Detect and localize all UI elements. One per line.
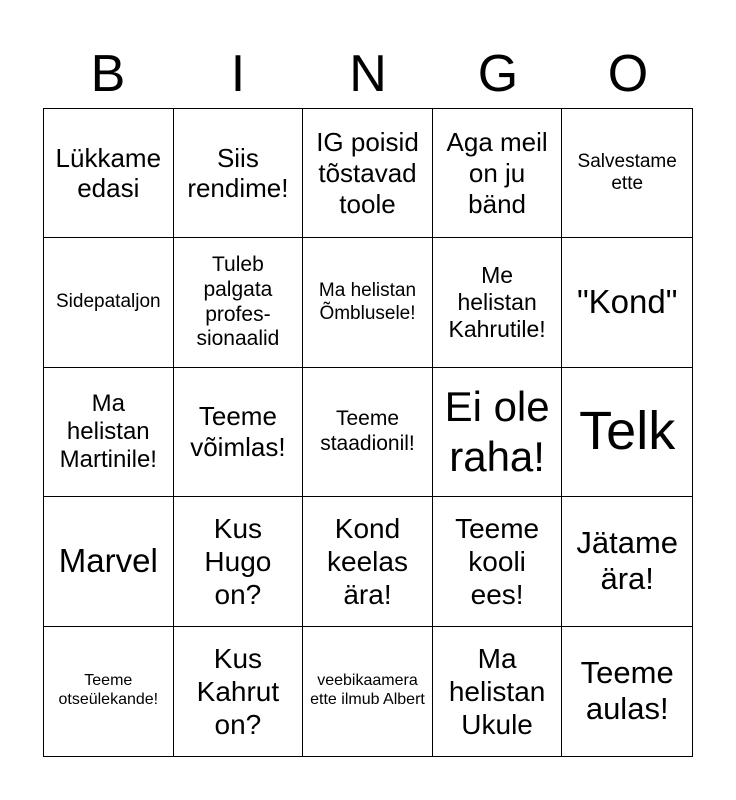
bingo-cell[interactable]: [44, 368, 174, 497]
cell-text: Ma helistan Martinile!: [59, 389, 157, 474]
bingo-cell[interactable]: [562, 627, 692, 756]
bingo-cell[interactable]: [174, 368, 304, 497]
cell-text: Marvel: [58, 541, 158, 579]
bingo-cell[interactable]: [303, 627, 433, 756]
cell-text: Ma helistan Ukule: [448, 642, 546, 740]
bingo-cell[interactable]: [303, 497, 433, 626]
cell-text: veebikaamera ette ilmub Albert: [310, 672, 425, 709]
cell-text: Siis rendime!: [187, 142, 289, 204]
cell-text: Me helistan Kahrutile!: [448, 261, 546, 343]
bingo-cell[interactable]: [433, 109, 563, 238]
bingo-grid: [43, 108, 693, 757]
cell-text: "Kond": [576, 283, 678, 321]
bingo-cell[interactable]: [562, 109, 692, 238]
bingo-cell[interactable]: [303, 238, 433, 367]
bingo-cell[interactable]: [174, 238, 304, 367]
bingo-header: [43, 40, 693, 108]
cell-text: IG poisid tõstavad toole: [316, 127, 419, 219]
cell-text: Jätame ära!: [576, 524, 679, 597]
cell-text: Teeme võimlas!: [190, 401, 286, 462]
header-letter-g: G: [477, 45, 519, 103]
header-letter-b: B: [90, 45, 126, 103]
bingo-cell[interactable]: [44, 109, 174, 238]
header-letter-n: N: [349, 45, 387, 103]
cell-text: Sidepataljon: [56, 291, 161, 313]
bingo-cell[interactable]: [562, 238, 692, 367]
bingo-cell[interactable]: [303, 109, 433, 238]
cell-text: Lükkame edasi: [55, 142, 162, 204]
cell-text: Teeme staadionil!: [320, 407, 415, 455]
cell-text: Teeme kooli ees!: [455, 512, 540, 610]
cell-text: Kus Kahrut on?: [196, 642, 280, 740]
bingo-cell[interactable]: [562, 497, 692, 626]
bingo-cell[interactable]: [174, 109, 304, 238]
bingo-cell[interactable]: [44, 497, 174, 626]
bingo-cell[interactable]: [433, 238, 563, 367]
header-letter-o: O: [607, 45, 649, 103]
bingo-cell[interactable]: [433, 368, 563, 497]
bingo-cell[interactable]: [562, 368, 692, 497]
bingo-cell[interactable]: [44, 238, 174, 367]
bingo-cell[interactable]: [174, 497, 304, 626]
cell-text: Teeme otseülekande!: [58, 672, 159, 709]
bingo-cell[interactable]: [303, 368, 433, 497]
bingo-cell[interactable]: [433, 627, 563, 756]
cell-text: Kond keelas ära!: [327, 512, 408, 610]
cell-text: Kus Hugo on?: [204, 512, 272, 610]
cell-text: Ei ole raha!: [444, 383, 550, 480]
cell-text: Salvestame ette: [577, 150, 677, 195]
cell-text: Aga meil on ju bänd: [446, 127, 548, 219]
bingo-cell[interactable]: [433, 497, 563, 626]
cell-text: Teeme aulas!: [580, 654, 674, 727]
header-letter-i: I: [230, 45, 246, 103]
bingo-cell[interactable]: [174, 627, 304, 756]
cell-text: Tuleb palgata profes-sionaalid: [196, 253, 280, 351]
bingo-cell[interactable]: [44, 627, 174, 756]
cell-text: Telk: [579, 401, 676, 462]
cell-text: Ma helistan Õmblusele!: [318, 280, 417, 324]
